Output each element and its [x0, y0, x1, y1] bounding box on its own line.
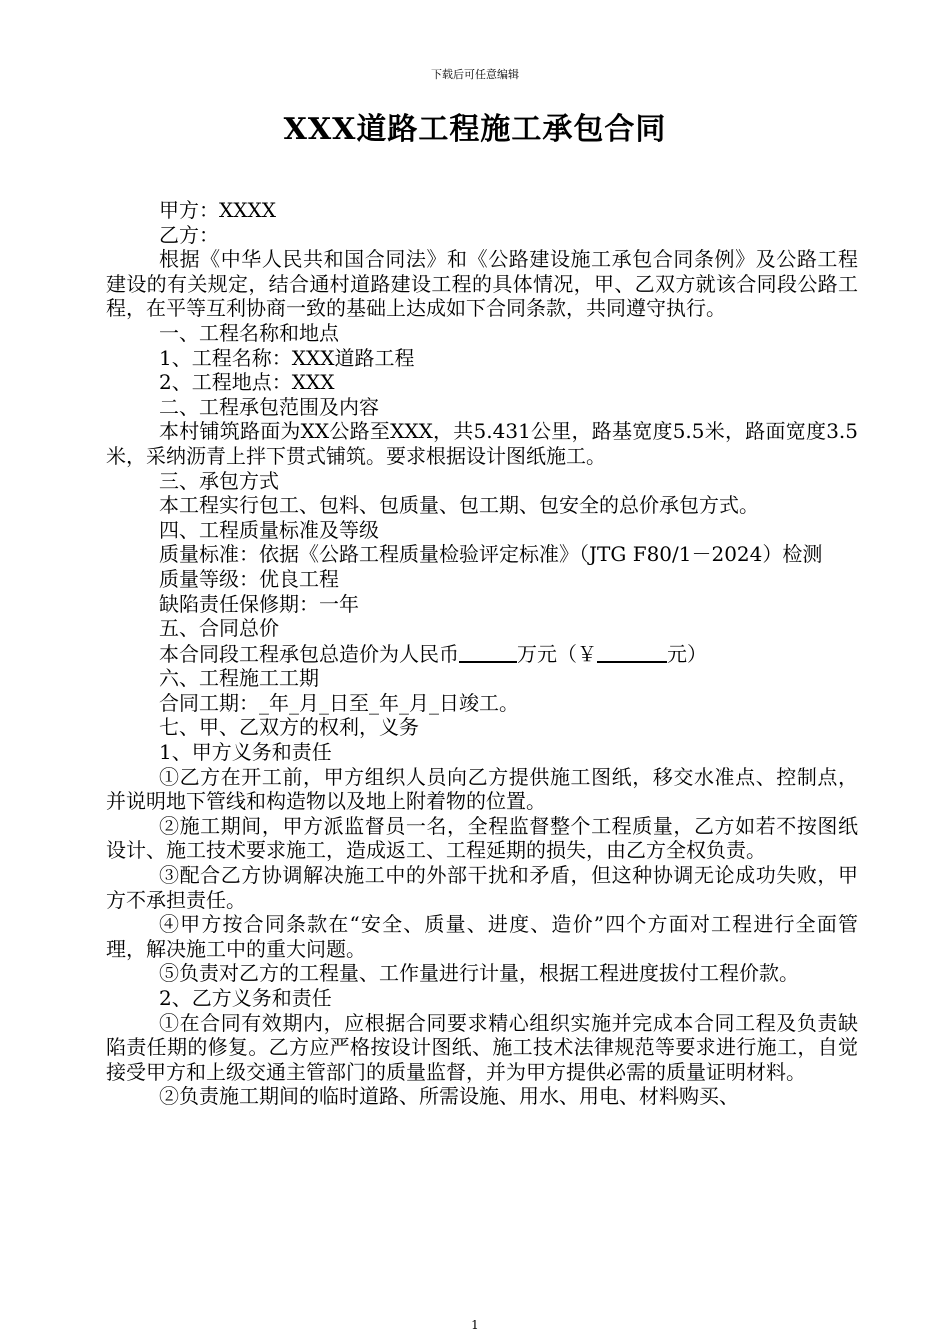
- paragraph: ③配合乙方协调解决施工中的外部干扰和矛盾，但这种协调无论成功失败，甲方不承担责任。: [106, 863, 858, 912]
- paragraph: 三、承包方式: [159, 468, 279, 493]
- price-suffix: 元）: [667, 641, 707, 666]
- paragraph: ①在合同有效期内，应根据合同要求精心组织实施并完成本合同工程及负责缺陷责任期的修复。乙方应严格按设计图纸、施工技术法律规范等要求进行施工，自觉接受甲方和上级交通主管部门的质量监督，并为甲方提供必需的质量证明材料。: [106, 1010, 858, 1084]
- document-body: [106, 198, 858, 1109]
- blank-amount-wan: [459, 641, 517, 663]
- paragraph: 本工程实行包工、包料、包质量、包工期、包安全的总价承包方式。: [159, 493, 759, 518]
- paragraph: 缺陷责任保修期：一年: [159, 591, 359, 616]
- paragraph: 七、甲、乙双方的权利，义务: [159, 715, 419, 740]
- paragraph: 2、工程地点：XXX: [159, 370, 335, 395]
- document-title: XXX道路工程施工承包合同: [283, 112, 667, 147]
- paragraph: 根据《中华人民共和国合同法》和《公路建设施工承包合同条例》及公路工程建设的有关规定，结合通村道路建设工程的具体情况，甲、乙双方就该合同段公路工程，在平等互利协商一致的基础上达成如下合同条款，共同遵守执行。: [106, 247, 858, 321]
- paragraph: ②施工期间，甲方派监督员一名，全程监督整个工程质量，乙方如若不按图纸设计、施工技术要求施工，造成返工、工程延期的损失，由乙方全权负责。: [106, 813, 858, 863]
- paragraph: 一、工程名称和地点: [159, 320, 339, 345]
- price-line: [106, 641, 858, 667]
- blank-amount-yuan: [597, 641, 667, 663]
- paragraph: 1、工程名称：XXX道路工程: [159, 345, 415, 370]
- paragraph: 五、合同总价: [159, 616, 279, 641]
- paragraph: 乙方：: [159, 222, 219, 247]
- paragraph: 二、工程承包范围及内容: [159, 394, 379, 419]
- paragraph: 质量标准：依据《公路工程质量检验评定标准》（JTG F80/1－2024）检测: [159, 542, 823, 567]
- paragraph: 六、工程施工工期: [159, 666, 319, 691]
- paragraph: 甲方：XXXX: [159, 198, 276, 222]
- paragraph: 合同工期：_年_月_日至_年_月_日竣工。: [159, 690, 519, 715]
- paragraph: 本村铺筑路面为XX公路至XXX，共5.431公里，路基宽度5.5米，路面宽度3.5米，采纳沥青上拌下贯式铺筑。要求根据设计图纸施工。: [106, 419, 858, 468]
- paragraph: ⑤负责对乙方的工程量、工作量进行计量，根据工程进度拔付工程价款。: [159, 961, 799, 986]
- paragraph: 1、甲方义务和责任: [159, 740, 332, 765]
- header-note: 下载后可任意编辑: [431, 68, 519, 81]
- paragraph: ④甲方按合同条款在“安全、质量、进度、造价”四个方面对工程进行全面管理，解决施工中的重大问题。: [106, 912, 858, 961]
- price-prefix: 本合同段工程承包总造价为人民币: [159, 641, 459, 666]
- paragraph: ①乙方在开工前，甲方组织人员向乙方提供施工图纸，移交水准点、控制点，并说明地下管线和构造物以及地上附着物的位置。: [106, 764, 858, 814]
- price-mid: 万元（￥: [517, 641, 597, 666]
- paragraph: 四、工程质量标准及等级: [159, 517, 379, 542]
- paragraph: ②负责施工期间的临时道路、所需设施、用水、用电、材料购买、: [159, 1084, 739, 1109]
- paragraph: 质量等级：优良工程: [159, 566, 339, 591]
- page-number: 1: [471, 1318, 479, 1332]
- paragraph: 2、乙方义务和责任: [159, 986, 332, 1010]
